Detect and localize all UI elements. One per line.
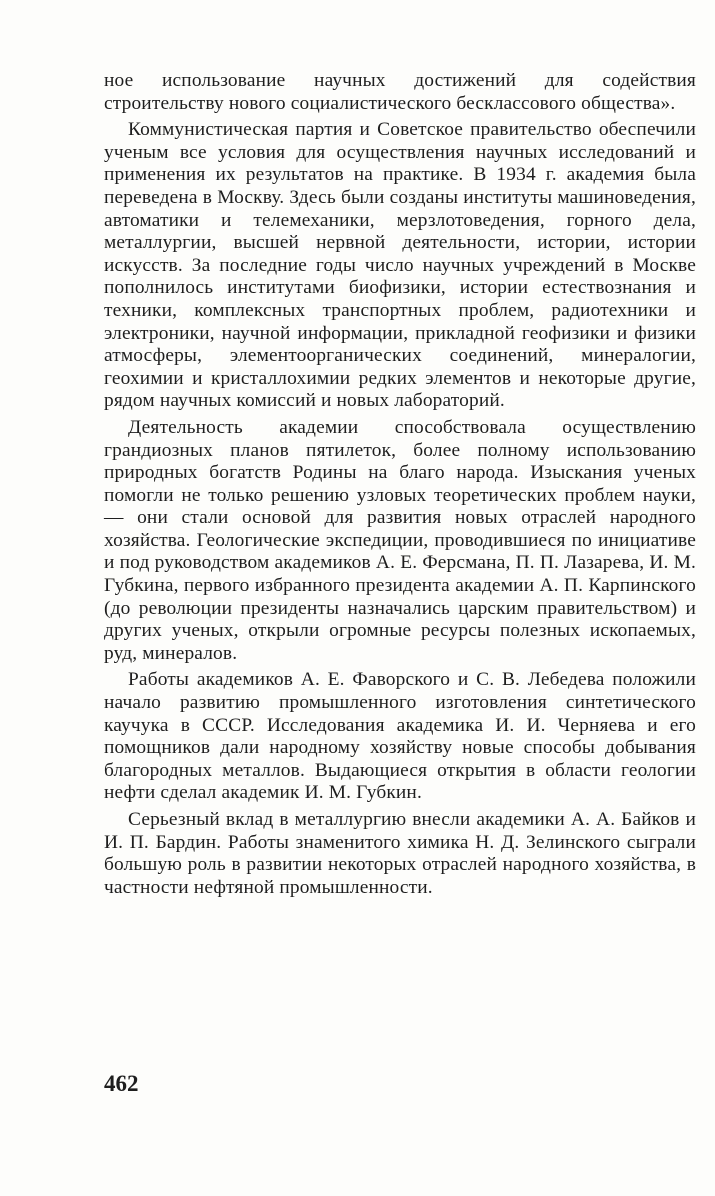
paragraph-metallurgy: Серьезный вклад в металлургию внесли академики А. А. Байков и И. П. Бардин. Работы знаменитого химика Н. Д. Зелинского сыграли большую роль в развитии некоторых отраслей народного хозяйства, в частности нефтяной промышленности. bbox=[104, 809, 696, 898]
body-text bbox=[104, 70, 696, 903]
paragraph-continuation: ное использование научных достижений для содействия строительству нового социалистического бесклассового общества». bbox=[104, 70, 696, 114]
paragraph-synthetic-rubber: Работы академиков А. Е. Фаворского и С. В. Лебедева положили начало развитию промышленного изготовления синтетического каучука в СССР. Исследования академика И. И. Черняева и его помощников дали народному хозяйству новые способы добывания благородных металлов. Выдающиеся открытия в области геологии нефти сделал академик И. М. Губкин. bbox=[104, 669, 696, 804]
paragraph-party-and-government: Коммунистическая партия и Советское правительство обеспечили ученым все условия для осуществления научных исследований и применения их результатов на практике. В 1934 г. академия была переведена в Москву. Здесь были созданы институты машиноведения, автоматики и телемеханики, мерзлотоведения, горного дела, металлургии, высшей нервной деятельности, истории, истории искусств. За последние годы число научных учреждений в Москве пополнилось институтами биофизики, истории естествознания и техники, комплексных транспортных проблем, радиотехники и электроники, научной информации, прикладной геофизики и физики атмосферы, элементоорганических соединений, минералогии, геохимии и кристаллохимии редких элементов и некоторые другие, рядом научных комиссий и новых лабораторий. bbox=[104, 119, 696, 412]
page-number: 462 bbox=[104, 1071, 139, 1096]
paragraph-academy-activity: Деятельность академии способствовала осуществлению грандиозных планов пятилеток, более полному использованию природных богатств Родины на благо народа. Изыскания ученых помогли не только решению узловых теоретических проблем науки, — они стали основой для развития новых отраслей народного хозяйства. Геологические экспедиции, проводившиеся по инициативе и под руководством академиков А. Е. Ферсмана, П. П. Лазарева, И. М. Губкина, первого избранного президента академии А. П. Карпинского (до революции президенты назначались царским правительством) и других ученых, открыли огромные ресурсы полезных ископаемых, руд, минералов. bbox=[104, 416, 696, 664]
